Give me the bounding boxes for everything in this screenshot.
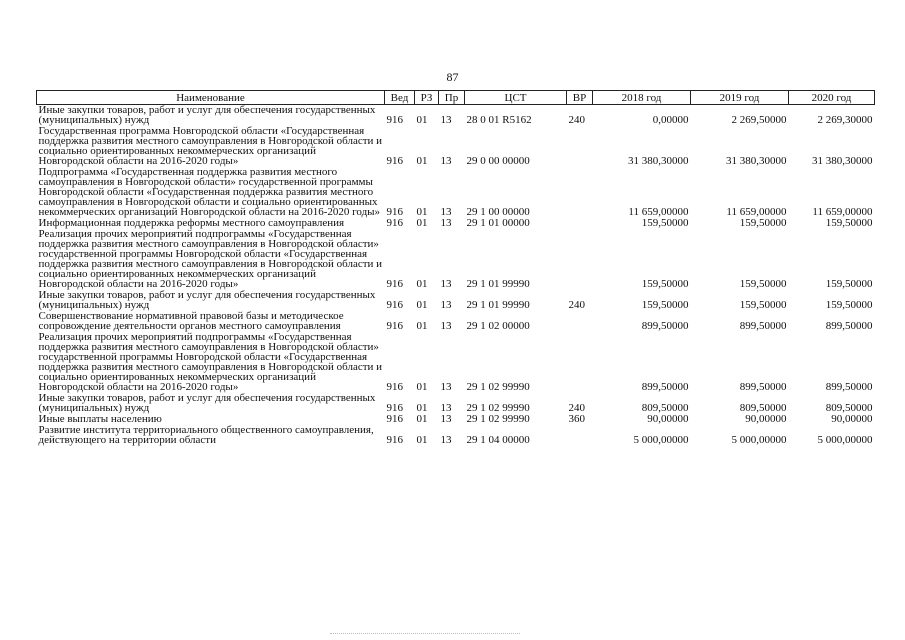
cell-cst: 29 1 02 00000 [466,320,530,332]
cell-y2019: 31 380,30000 [726,155,787,167]
cell-vr [567,218,593,229]
table-header-row [37,91,875,105]
cell-name: Развитие института территориального общественного самоуправления, действующего на территории области [38,424,374,446]
cell-y2020: 90,00000 [831,413,873,425]
cell-pr: 13 [440,434,452,446]
table-row [37,229,875,290]
cell-y2020: 809,50000 [825,402,873,414]
cell-y2020: 11 659,00000 [812,206,873,218]
cell-y2020: 159,50000 [825,217,873,229]
cell-cst: 29 1 04 00000 [466,434,530,446]
cell-ved: 916 [386,320,403,332]
cell-name: Иные выплаты населению [38,413,162,425]
cell-rz: 01 [416,278,428,290]
table-row [37,105,875,127]
cell-y2018: 90,00000 [647,413,689,425]
cell-ved: 916 [386,299,403,311]
scan-artifact [330,633,520,636]
cell-vr [567,167,593,218]
table-row [37,311,875,332]
cell-pr: 13 [440,413,452,425]
cell-ved: 916 [386,413,403,425]
cell-y2020: 5 000,00000 [817,434,873,446]
table-row [37,393,875,414]
cell-pr: 13 [440,402,452,414]
cell-y2019: 11 659,00000 [726,206,787,218]
cell-rz: 01 [416,217,428,229]
cell-y2018: 11 659,00000 [628,206,689,218]
cell-cst: 28 0 01 R5162 [466,114,532,126]
cell-y2019: 5 000,00000 [731,434,787,446]
cell-pr: 13 [440,217,452,229]
cell-ved: 916 [386,278,403,290]
cell-name: Реализация прочих мероприятий подпрограммы «Государственная поддержка развития местного самоуправления в Новгородской области» государственной программы Новгородской области «Государственная поддержка развития местного самоуправления в Новгородской области и социально ориентированных некоммерческих организаций Новгородской области на 2016-2020 годы» [38,331,383,393]
cell-y2018: 5 000,00000 [633,434,689,446]
cell-ved: 916 [386,155,403,167]
cell-cst: 29 1 01 99990 [466,278,530,290]
cell-rz: 01 [416,206,428,218]
cell-vr: 360 [568,413,585,425]
col-header-ved: Вед [385,91,415,105]
cell-rz: 01 [416,320,428,332]
cell-y2018: 159,50000 [641,278,689,290]
cell-pr: 13 [440,114,452,126]
col-header-pr: Пр [439,91,465,105]
col-header-name: Наименование [37,91,385,105]
cell-vr: 240 [568,299,585,311]
cell-name: Подпрограмма «Государственная поддержка развития местного самоуправления в Новгородской области» государственной программы Новгородской области «Государственная поддержка развития местного самоуправления в Новгородской области и социально ориентированных некоммерческих организаций Новгородской области на 2016-2020 годы» [38,166,381,218]
table-row [37,167,875,218]
cell-y2018: 31 380,30000 [628,155,689,167]
col-header-2018: 2018 год [593,91,691,105]
cell-pr: 13 [440,381,452,393]
cell-ved: 916 [386,217,403,229]
cell-y2019: 2 269,50000 [731,114,787,126]
cell-cst: 29 1 00 00000 [466,206,530,218]
page-number: 87 [446,70,459,84]
cell-name: Совершенствование нормативной правовой базы и методическое сопровождение деятельности органов местного самоуправления [38,310,344,332]
cell-rz: 01 [416,299,428,311]
cell-vr [567,332,593,393]
cell-y2018: 809,50000 [641,402,689,414]
cell-y2019: 159,50000 [739,217,787,229]
cell-vr [567,311,593,332]
cell-y2020: 159,50000 [825,299,873,311]
cell-y2019: 159,50000 [739,299,787,311]
cell-cst: 29 1 01 99990 [466,299,530,311]
cell-ved: 916 [386,434,403,446]
budget-table [36,90,875,446]
cell-ved: 916 [386,381,403,393]
cell-rz: 01 [416,155,428,167]
cell-rz: 01 [416,434,428,446]
col-header-rz: РЗ [415,91,439,105]
cell-name: Иные закупки товаров, работ и услуг для обеспечения государственных (муниципальных) нужд [38,392,376,414]
cell-pr: 13 [440,206,452,218]
cell-y2020: 31 380,30000 [812,155,873,167]
cell-cst: 29 1 02 99990 [466,402,530,414]
cell-ved: 916 [386,402,403,414]
cell-vr [567,126,593,167]
cell-y2019: 899,50000 [739,320,787,332]
cell-y2020: 159,50000 [825,278,873,290]
table-row [37,332,875,393]
cell-rz: 01 [416,402,428,414]
cell-rz: 01 [416,413,428,425]
cell-name: Иные закупки товаров, работ и услуг для обеспечения государственных (муниципальных) нужд [38,289,376,311]
cell-y2019: 90,00000 [745,413,787,425]
cell-vr: 240 [568,402,585,414]
cell-cst: 29 1 02 99990 [466,413,530,425]
cell-vr: 240 [568,114,585,126]
cell-cst: 29 1 01 00000 [466,217,530,229]
table-row [37,425,875,446]
col-header-2020: 2020 год [789,91,875,105]
cell-cst: 29 1 02 99990 [466,381,530,393]
cell-pr: 13 [440,278,452,290]
cell-y2018: 899,50000 [641,320,689,332]
cell-ved: 916 [386,114,403,126]
cell-name: Информационная поддержка реформы местного самоуправления [38,217,345,229]
cell-vr [567,425,593,446]
col-header-2019: 2019 год [691,91,789,105]
cell-y2020: 899,50000 [825,381,873,393]
cell-pr: 13 [440,155,452,167]
cell-pr: 13 [440,299,452,311]
cell-y2020: 899,50000 [825,320,873,332]
col-header-vr: ВР [567,91,593,105]
table-row [37,126,875,167]
cell-y2018: 159,50000 [641,299,689,311]
cell-name: Иные закупки товаров, работ и услуг для обеспечения государственных (муниципальных) нужд [38,104,376,126]
cell-name: Реализация прочих мероприятий подпрограммы «Государственная поддержка развития местного самоуправления в Новгородской области» государственной программы Новгородской области «Государственная поддержка развития местного самоуправления в Новгородской области и социально ориентированных некоммерческих организаций Новгородской области на 2016-2020 годы» [38,228,383,290]
cell-y2018: 899,50000 [641,381,689,393]
cell-cst: 29 0 00 00000 [466,155,530,167]
cell-y2019: 899,50000 [739,381,787,393]
cell-y2020: 2 269,30000 [817,114,873,126]
cell-vr [567,229,593,290]
cell-y2019: 809,50000 [739,402,787,414]
cell-pr: 13 [440,320,452,332]
col-header-cst: ЦСТ [465,91,567,105]
cell-ved: 916 [386,206,403,218]
cell-y2018: 0,00000 [652,114,689,126]
cell-rz: 01 [416,114,428,126]
cell-y2018: 159,50000 [641,217,689,229]
cell-rz: 01 [416,381,428,393]
cell-name: Государственная программа Новгородской области «Государственная поддержка развития местного самоуправления в Новгородской области и социально ориентированных некоммерческих организаций Новгородской области на 2016-2020 годы» [38,125,383,167]
cell-y2019: 159,50000 [739,278,787,290]
table-body [37,105,875,447]
table-row [37,290,875,311]
